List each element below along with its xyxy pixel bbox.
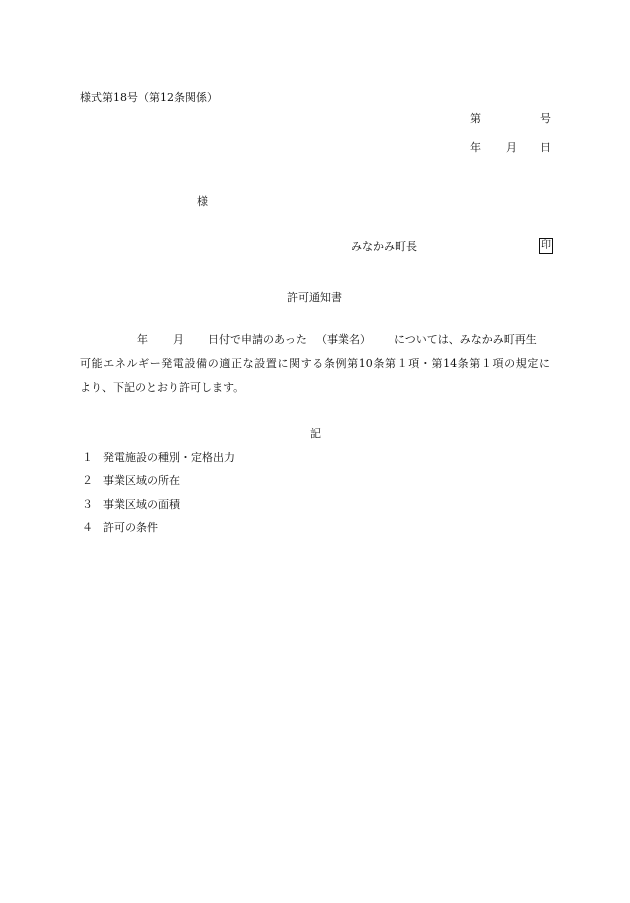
item-label: 許可の条件	[103, 521, 158, 534]
document-title: 許可通知書	[287, 291, 342, 304]
item-label: 事業区域の所在	[103, 474, 180, 487]
doc-number-dai: 第	[470, 112, 481, 125]
item-number: ３	[82, 498, 93, 511]
item-number: ４	[82, 521, 93, 534]
addressee-suffix: 様	[197, 195, 208, 208]
form-number: 様式第18号（第12条関係）	[80, 91, 218, 104]
body-text-applied: 日付で申請のあった	[208, 333, 307, 346]
body-month: 月	[173, 333, 184, 346]
item-label: 事業区域の面積	[103, 498, 180, 511]
item-number: １	[82, 451, 93, 464]
body-line-2: 可能エネルギー発電設備の適正な設置に関する条例第10条第１項・第14条第１項の規定に	[80, 357, 550, 370]
item-label: 発電施設の種別・定格出力	[103, 451, 235, 464]
date-day: 日	[540, 141, 551, 154]
body-project-name: （事業名）	[316, 333, 371, 346]
date-year: 年	[470, 141, 481, 154]
body-line-3: より、下記のとおり許可します。	[80, 381, 245, 394]
seal-mark: 印	[539, 238, 553, 254]
doc-number-go: 号	[540, 112, 551, 125]
item-number: ２	[82, 474, 93, 487]
issuer-name: みなかみ町長	[351, 240, 417, 253]
body-text-regarding: については、みなかみ町再生	[394, 333, 537, 346]
body-year: 年	[137, 333, 148, 346]
date-month: 月	[506, 141, 517, 154]
ki-heading: 記	[310, 427, 321, 440]
